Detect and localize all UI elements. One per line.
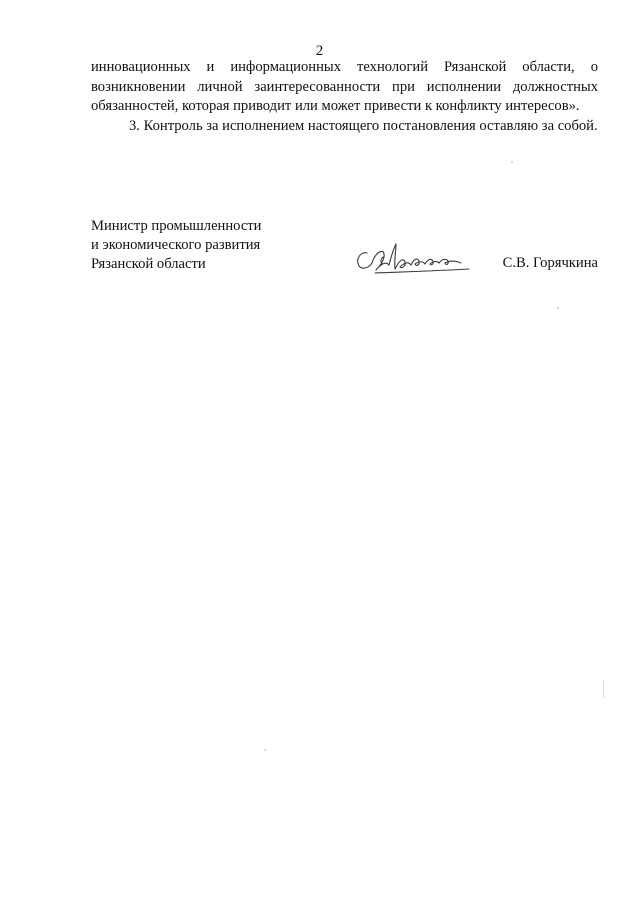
page-number: 2 <box>315 43 324 59</box>
document-body <box>91 58 598 136</box>
signer-position-line-1: Министр промышленности <box>91 218 262 234</box>
scan-speck <box>603 680 604 698</box>
signer-position-line-2: и экономического развития <box>91 237 261 253</box>
scan-speck <box>511 161 513 163</box>
paragraph-continuation: инновационных и информационных технологий Рязанской области, о возникновении личной заинтересованности при исполнении должностных обязанностей, которая приводит или может привести к конфликту интересов». <box>91 59 598 114</box>
signer-name: С.В. Горячкина <box>502 255 598 271</box>
signer-position-line-3: Рязанской области <box>91 256 206 272</box>
signature-block <box>91 217 598 277</box>
scan-speck <box>557 307 559 309</box>
signer-position <box>91 217 262 274</box>
handwritten-signature <box>353 239 473 279</box>
scan-speck <box>264 749 266 751</box>
paragraph-3: 3. Контроль за исполнением настоящего постановления оставляю за собой. <box>129 117 598 134</box>
